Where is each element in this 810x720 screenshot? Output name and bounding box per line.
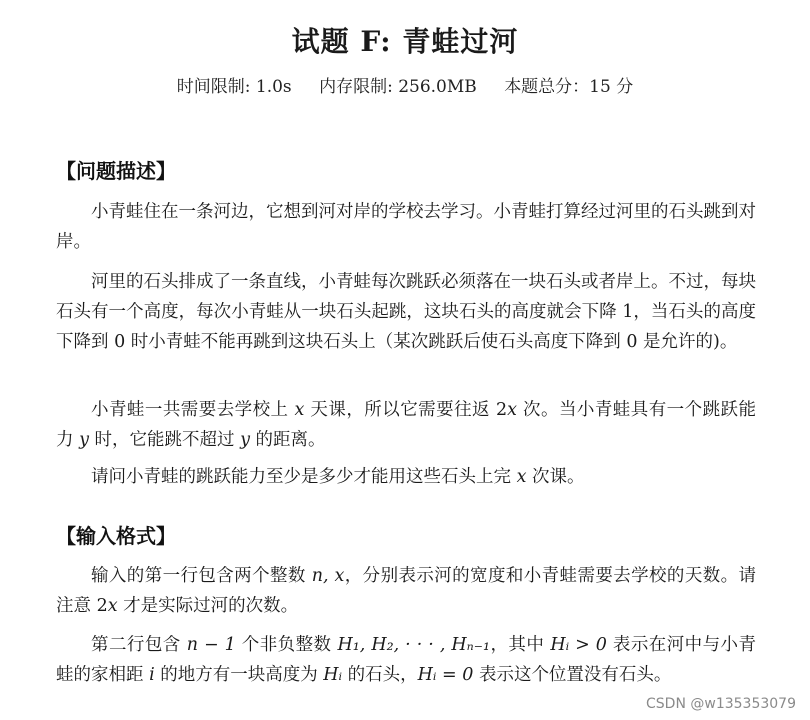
problem-meta [0, 74, 810, 100]
var-x: x [507, 400, 518, 420]
var-y: y [240, 430, 250, 450]
description-paragraph-2: 河里的石头排成了一条直线，小青蛙每次跳跃必须落在一块石头或者岸上。不过，每块石头有一个高度，每次小青蛙从一块石头起跳，这块石头的高度就会下降 1，当石头的高度下降到 0 时小青蛙不能再跳到这块石头上（某次跳跃后使石头高度下降到 0 是允许的)。 [56, 272, 756, 352]
description-paragraph-1: 小青蛙住在一条河边，它想到河对岸的学校去学习。小青蛙打算经过河里的石头跳到对岸。 [56, 202, 756, 252]
description-paragraph-4: 请问小青蛙的跳跃能力至少是多少才能用这些石头上完 x 次课。 [91, 467, 585, 487]
csdn-watermark: CSDN @w135353079 [646, 696, 796, 712]
description-paragraph-3: 小青蛙一共需要去学校上 x 天课，所以它需要往返 2x 次。当小青蛙具有一个跳跃能力 y 时，它能跳不超过 y 的距离。 [56, 400, 757, 450]
time-limit: 时间限制: 1.0s [176, 77, 292, 97]
input-paragraph-2: 第二行包含 n − 1 个非负整数 H₁, H₂, · · · , Hₙ₋₁，其中 Hᵢ > 0 表示在河中与小青蛙的家相距 i 的地方有一块高度为 Hᵢ 的石头，Hᵢ = 0 表示这个位置没有石头。 [56, 635, 756, 685]
var-hi-eq-0: Hᵢ = 0 [417, 665, 474, 685]
var-x: x [294, 400, 305, 420]
input-heading: 【输入格式】 [56, 524, 176, 548]
problem-title: 试题 F: 青蛙过河 [291, 25, 519, 58]
var-h-list: H₁, H₂, · · · , Hₙ₋₁ [337, 635, 491, 655]
total-score: 本题总分：15 分 [504, 77, 634, 97]
var-n-x: n, x [311, 566, 345, 586]
var-i: i [149, 665, 155, 685]
description-heading: 【问题描述】 [56, 159, 176, 183]
var-y: y [79, 430, 89, 450]
var-x: x [107, 596, 118, 616]
var-hi-gt-0: Hᵢ > 0 [550, 635, 607, 655]
var-hi: Hᵢ [323, 665, 343, 685]
var-n-minus-1: n − 1 [186, 635, 236, 655]
memory-limit: 内存限制: 256.0MB [319, 77, 477, 97]
var-x: x [516, 467, 527, 487]
input-paragraph-1: 输入的第一行包含两个整数 n, x，分别表示河的宽度和小青蛙需要去学校的天数。请注意 2x 才是实际过河的次数。 [56, 566, 757, 616]
